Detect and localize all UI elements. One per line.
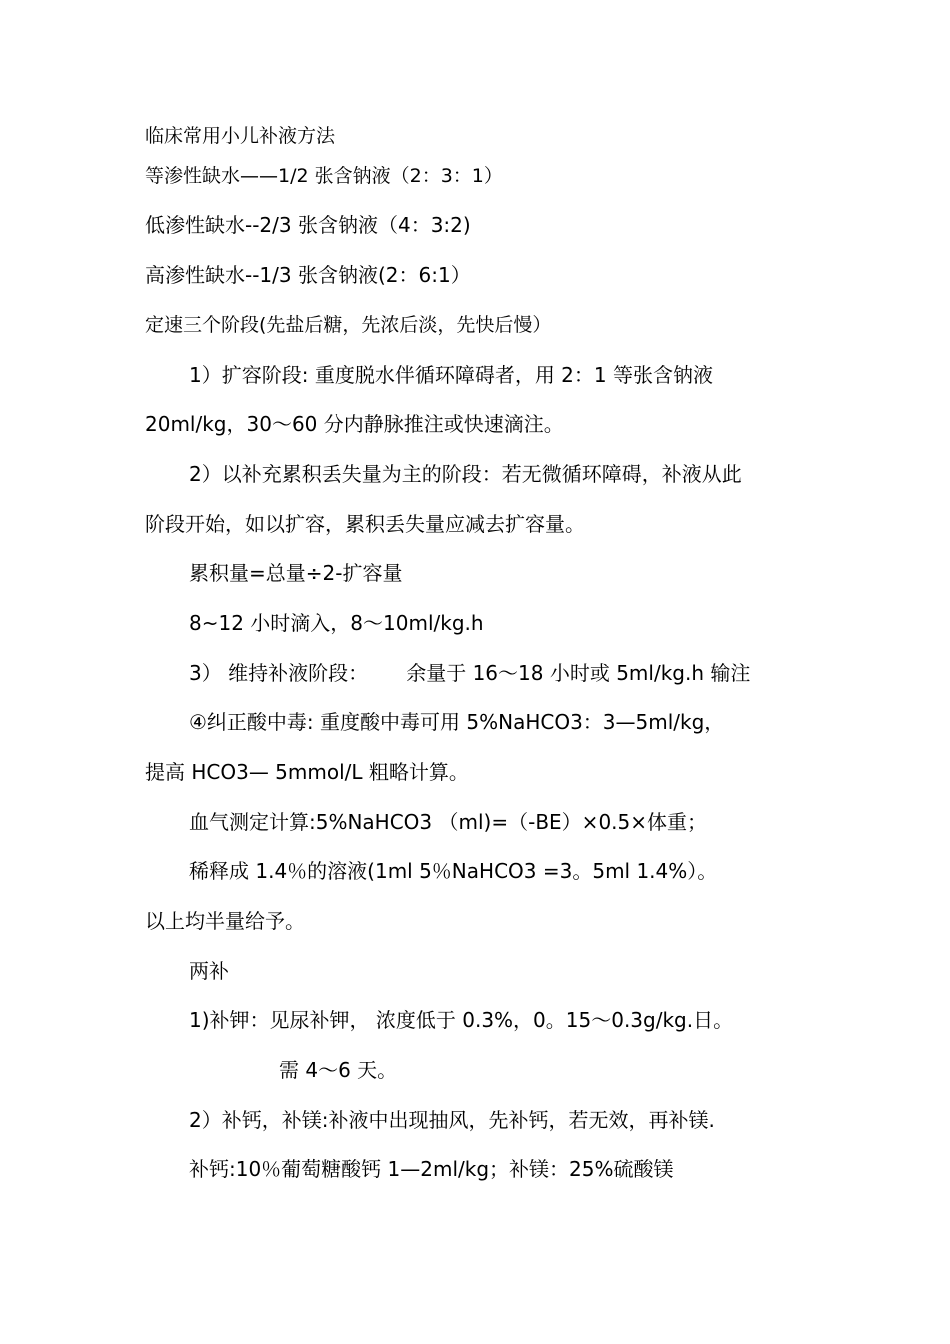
text-line: 低渗性缺水--2/3 张含钠液（4：3:2) [145,213,471,237]
text-line: 需 4～6 天。 [279,1058,398,1082]
document-title: 临床常用小儿补液方法 [145,125,336,147]
text-line: 补钙:10％葡萄糖酸钙 1—2ml/kg；补镁：25%硫酸镁 [189,1157,674,1181]
text-line: 等渗性缺水——1/2 张含钠液（2：3：1） [145,165,503,187]
text-line: 8~12 小时滴入，8～10ml/kg.h [189,611,484,635]
text-line: 高渗性缺水--1/3 张含钠液(2：6:1） [145,263,471,287]
text-line: 3） 维持补液阶段： 余量于 16～18 小时或 5ml/kg.h 输注 [189,661,751,685]
text-line: 累积量=总量÷2-扩容量 [189,561,403,585]
text-line: 提高 HCO3— 5mmol/L 粗略计算。 [145,760,469,784]
text-line: 1）扩容阶段: 重度脱水伴循环障碍者，用 2：1 等张含钠液 [189,363,713,387]
text-line: 1)补钾：见尿补钾， 浓度低于 0.3%，0。15～0.3g/kg.日。 [189,1008,734,1032]
text-line: 阶段开始，如以扩容，累积丢失量应减去扩容量。 [145,512,585,536]
text-line: 2）以补充累积丢失量为主的阶段：若无微循环障碍，补液从此 [189,462,742,486]
text-line: 2）补钙，补镁:补液中出现抽风，先补钙，若无效，再补镁. [189,1108,715,1132]
text-line: 血气测定计算:5%NaHCO3 （ml)=（-BE）×0.5×体重； [189,810,708,834]
text-line: ④纠正酸中毒: 重度酸中毒可用 5%NaHCO3：3—5ml/kg， [189,710,725,734]
text-line: 定速三个阶段(先盐后糖，先浓后淡，先快后慢） [145,314,552,336]
text-line: 两补 [189,959,229,983]
text-line: 20ml/kg，30～60 分内静脉推注或快速滴注。 [145,412,564,436]
text-line: 稀释成 1.4％的溶液(1ml 5％NaHCO3 =3。5ml 1.4%）。 [189,859,718,883]
text-line: 以上均半量给予。 [145,909,305,933]
